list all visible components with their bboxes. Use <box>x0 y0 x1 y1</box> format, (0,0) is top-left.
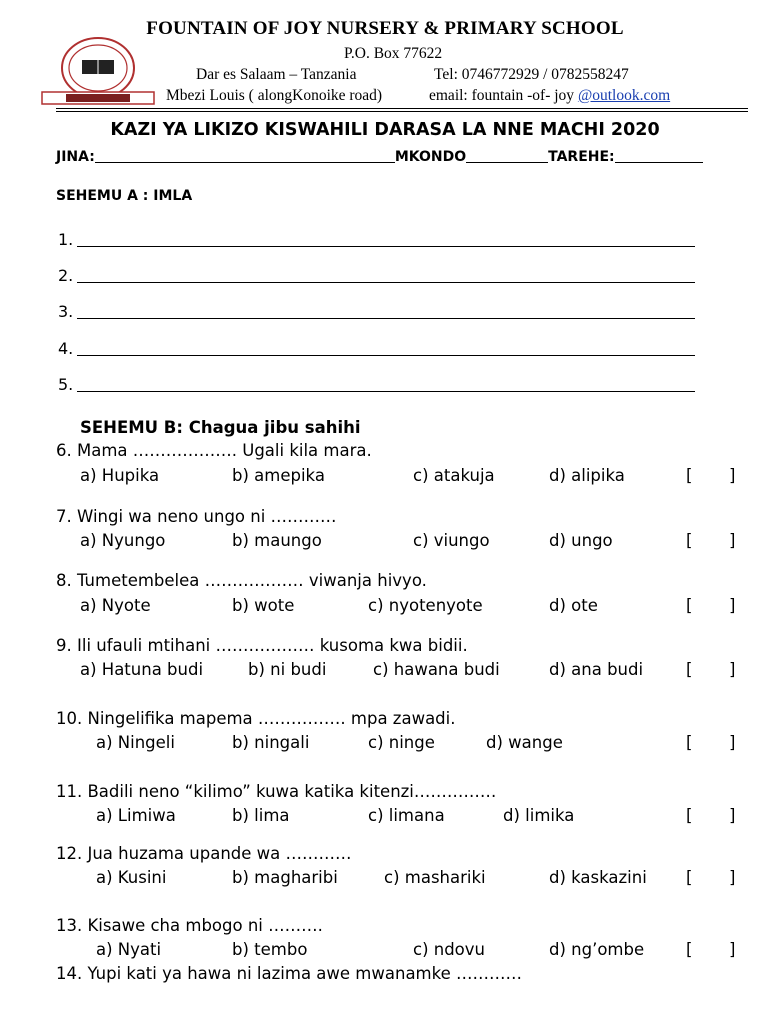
question-13: 13. Kisawe cha mbogo ni ………. <box>56 916 323 935</box>
option-b[interactable]: b) wote <box>232 596 295 615</box>
option-d[interactable]: d) ungo <box>549 531 613 550</box>
imla-line[interactable]: 2. <box>58 266 695 285</box>
option-c[interactable]: c) mashariki <box>384 868 486 887</box>
stream-line[interactable] <box>466 148 548 163</box>
answer-bracket-open[interactable]: [ <box>686 733 693 752</box>
school-logo <box>38 34 158 110</box>
option-a[interactable]: a) Hupika <box>80 466 160 485</box>
answer-bracket-open[interactable]: [ <box>686 868 693 887</box>
stream-label: MKONDO <box>394 149 467 165</box>
question-6: 6. Mama ………………. Ugali kila mara. <box>56 441 372 460</box>
question-7: 7. Wingi wa neno ungo ni ………… <box>56 507 337 526</box>
answer-bracket-close: ] <box>729 660 736 679</box>
name-field[interactable] <box>56 148 703 165</box>
header-divider <box>56 108 748 109</box>
question-8: 8. Tumetembelea ……………… viwanja hivyo. <box>56 571 427 590</box>
option-a[interactable]: a) Ningeli <box>96 733 175 752</box>
question-12: 12. Jua huzama upande wa ………… <box>56 844 352 863</box>
option-a[interactable]: a) Nyati <box>96 940 162 959</box>
section-a-title: SEHEMU A : IMLA <box>56 188 193 204</box>
imla-line[interactable]: 4. <box>58 339 695 358</box>
option-c[interactable]: c) atakuja <box>413 466 495 485</box>
imla-line[interactable]: 1. <box>58 230 695 249</box>
option-c[interactable]: c) ndovu <box>413 940 486 959</box>
answer-bracket-close: ] <box>729 531 736 550</box>
option-d[interactable]: d) alipika <box>549 466 625 485</box>
question-9: 9. Ili ufauli mtihani ……………… kusoma kwa bidii. <box>56 636 468 655</box>
answer-bracket-open[interactable]: [ <box>686 596 693 615</box>
location: Mbezi Louis ( alongKonoike road) <box>166 87 383 104</box>
email-prefix: email: fountain -of- joy <box>429 87 575 104</box>
section-b-title: SEHEMU B: Chagua jibu sahihi <box>80 418 361 437</box>
answer-bracket-close: ] <box>729 466 736 485</box>
school-name: FOUNTAIN OF JOY NURSERY & PRIMARY SCHOOL <box>146 18 624 39</box>
question-11: 11. Badili neno “kilimo” kuwa katika kitenzi…………… <box>56 782 497 801</box>
answer-bracket-open[interactable]: [ <box>686 660 693 679</box>
option-b[interactable]: b) amepika <box>232 466 325 485</box>
answer-bracket-close: ] <box>729 733 736 752</box>
option-a[interactable]: a) Limiwa <box>96 806 176 825</box>
answer-bracket-open[interactable]: [ <box>686 940 693 959</box>
option-b[interactable]: b) magharibi <box>232 868 338 887</box>
answer-bracket-open[interactable]: [ <box>686 466 693 485</box>
option-c[interactable]: c) nyotenyote <box>368 596 483 615</box>
imla-line[interactable]: 3. <box>58 302 695 321</box>
po-box: P.O. Box 77622 <box>344 45 443 62</box>
option-a[interactable]: a) Hatuna budi <box>80 660 204 679</box>
name-label: JINA: <box>56 149 95 165</box>
option-d[interactable]: d) limika <box>503 806 575 825</box>
option-d[interactable]: d) ana budi <box>549 660 644 679</box>
answer-bracket-open[interactable]: [ <box>686 531 693 550</box>
date-line[interactable] <box>615 148 703 163</box>
option-c[interactable]: c) viungo <box>413 531 490 550</box>
option-b[interactable]: b) maungo <box>232 531 322 550</box>
document-title: KAZI YA LIKIZO KISWAHILI DARASA LA NNE MACHI 2020 <box>110 120 660 140</box>
option-c[interactable]: c) hawana budi <box>373 660 500 679</box>
option-b[interactable]: b) ni budi <box>248 660 327 679</box>
answer-bracket-close: ] <box>729 596 736 615</box>
option-d[interactable]: d) ote <box>549 596 598 615</box>
header-divider-second <box>56 111 748 112</box>
email <box>429 87 670 105</box>
option-d[interactable]: d) wange <box>486 733 563 752</box>
imla-line[interactable]: 5. <box>58 375 695 394</box>
option-a[interactable]: a) Kusini <box>96 868 167 887</box>
question-14: 14. Yupi kati ya hawa ni lazima awe mwanamke ………… <box>56 964 522 983</box>
option-b[interactable]: b) ningali <box>232 733 310 752</box>
option-c[interactable]: c) ninge <box>368 733 435 752</box>
answer-bracket-close: ] <box>729 940 736 959</box>
answer-bracket-close: ] <box>729 868 736 887</box>
option-c[interactable]: c) limana <box>368 806 445 825</box>
option-a[interactable]: a) Nyungo <box>80 531 166 550</box>
phone: Tel: 0746772929 / 0782558247 <box>434 66 629 83</box>
option-b[interactable]: b) lima <box>232 806 290 825</box>
date-label: TAREHE: <box>548 149 615 165</box>
option-b[interactable]: b) tembo <box>232 940 308 959</box>
answer-bracket-open[interactable]: [ <box>686 806 693 825</box>
option-a[interactable]: a) Nyote <box>80 596 151 615</box>
name-line[interactable] <box>95 148 395 163</box>
question-10: 10. Ningelifika mapema ……………. mpa zawadi. <box>56 709 456 728</box>
option-d[interactable]: d) kaskazini <box>549 868 647 887</box>
option-d[interactable]: d) ng’ombe <box>549 940 645 959</box>
email-link[interactable]: @outlook.com <box>577 87 671 104</box>
city: Dar es Salaam – Tanzania <box>196 66 357 83</box>
answer-bracket-close: ] <box>729 806 736 825</box>
